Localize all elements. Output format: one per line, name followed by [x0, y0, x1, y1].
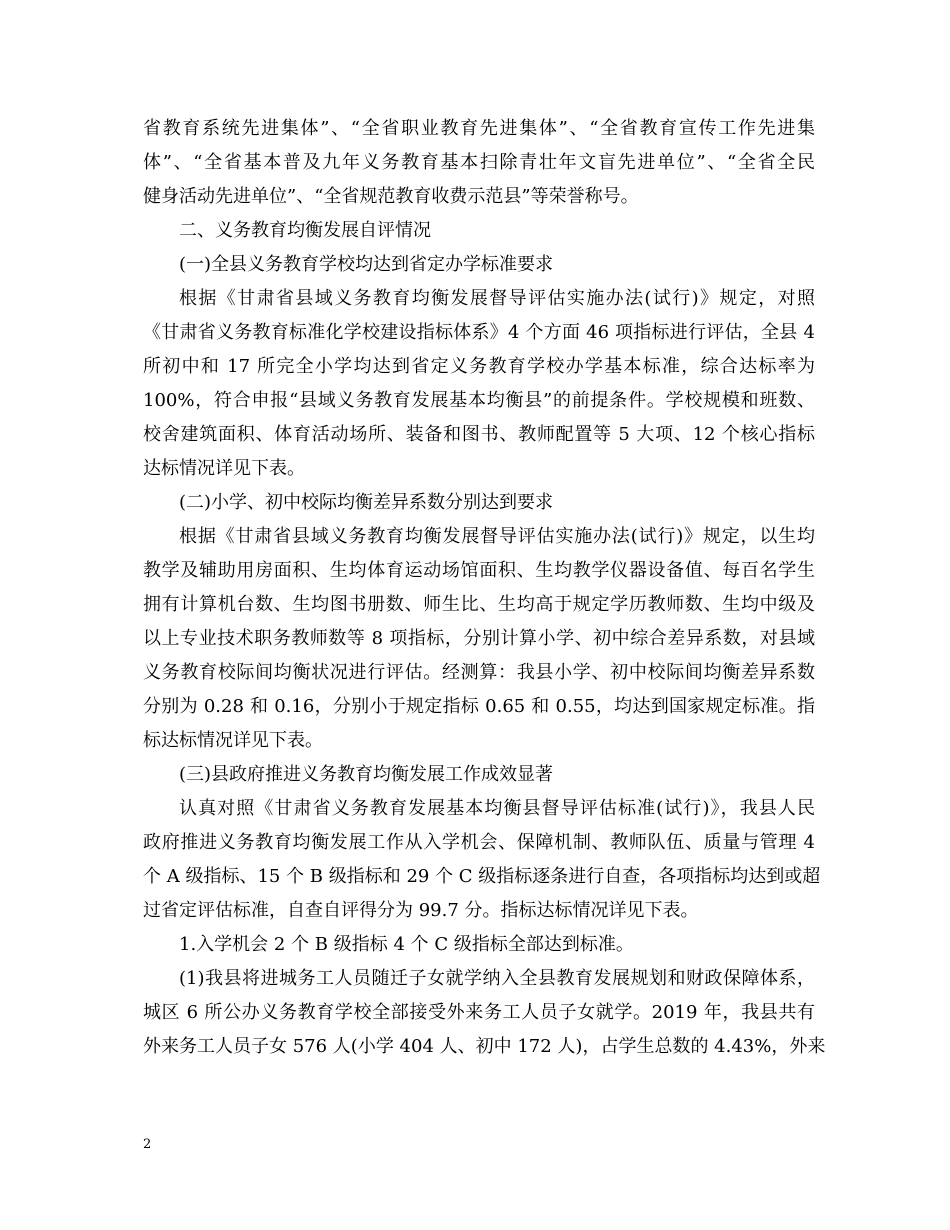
body-text-line: 城区 6 所公办义务教育学校全部接受外来务工人员子女就学。2019 年，我县共有: [143, 1002, 815, 1023]
subsection-heading: (二)小学、初中校际均衡差异系数分别达到要求: [179, 492, 554, 513]
document-body: [143, 112, 826, 1064]
subsection-heading: (三)县政府推进义务教育均衡发展工作成效显著: [179, 764, 554, 785]
body-text-line: 标达标情况详见下表。: [143, 730, 323, 751]
body-text-line: 《甘肃省义务教育标准化学校建设指标体系》4 个方面 46 项指标进行评估，全县 4: [143, 322, 815, 343]
body-text-line: 以上专业技术职务教师数等 8 项指标，分别计算小学、初中综合差异系数，对县域: [143, 628, 815, 649]
body-text-line: 省教育系统先进集体”、“全省职业教育先进集体”、“全省教育宣传工作先进集: [143, 118, 815, 139]
body-text-line: (1)我县将进城务工人员随迁子女就学纳入全县教育发展规划和财政保障体系，: [179, 968, 815, 989]
body-text-line: 根据《甘肃省县域义务教育均衡发展督导评估实施办法(试行)》规定，对照: [179, 288, 815, 309]
subsection-heading: (一)全县义务教育学校均达到省定办学标准要求: [179, 254, 554, 275]
body-text-line: 分别为 0.28 和 0.16，分别小于规定指标 0.65 和 0.55，均达到国家规定标准。指: [143, 696, 815, 717]
body-text-line: 100%，符合申报“县域义务教育发展基本均衡县”的前提条件。学校规模和班数、: [143, 390, 815, 411]
body-text-line: 个 A 级指标、15 个 B 级指标和 29 个 C 级指标逐条进行自查，各项指标均达到或超: [143, 866, 821, 887]
section-heading: 二、义务教育均衡发展自评情况: [179, 220, 431, 241]
body-text-line: 教学及辅助用房面积、生均体育运动场馆面积、生均教学仪器设备值、每百名学生: [143, 560, 815, 581]
numbered-heading: 1.入学机会 2 个 B 级指标 4 个 C 级指标全部达到标准。: [179, 934, 634, 955]
body-text-line: 认真对照《甘肃省义务教育发展基本均衡县督导评估标准(试行)》，我县人民: [179, 798, 815, 819]
body-text-line: 根据《甘肃省县域义务教育均衡发展督导评估实施办法(试行)》规定，以生均: [179, 526, 815, 547]
body-text-line: 过省定评估标准，自查自评得分为 99.7 分。指标达标情况详见下表。: [143, 900, 699, 921]
body-text-line: 校舍建筑面积、体育活动场所、装备和图书、教师配置等 5 大项、12 个核心指标: [143, 424, 815, 445]
body-text-line: 外来务工人员子女 576 人(小学 404 人、初中 172 人)，占学生总数的 4.43%，外来: [143, 1036, 826, 1057]
page-number: 2: [143, 1137, 152, 1152]
body-text-line: 体”、“全省基本普及九年义务教育基本扫除青壮年文盲先进单位”、“全省全民: [143, 152, 815, 173]
body-text-line: 达标情况详见下表。: [143, 458, 305, 479]
body-text-line: 义务教育校际间均衡状况进行评估。经测算：我县小学、初中校际间均衡差异系数: [143, 662, 815, 683]
body-text-line: 拥有计算机台数、生均图书册数、师生比、生均高于规定学历教师数、生均中级及: [143, 594, 815, 615]
body-text-line: 所初中和 17 所完全小学均达到省定义务教育学校办学基本标准，综合达标率为: [143, 356, 815, 377]
body-text-line: 健身活动先进单位”、“全省规范教育收费示范县”等荣誉称号。: [143, 186, 639, 207]
body-text-line: 政府推进义务教育均衡发展工作从入学机会、保障机制、教师队伍、质量与管理 4: [143, 832, 815, 853]
